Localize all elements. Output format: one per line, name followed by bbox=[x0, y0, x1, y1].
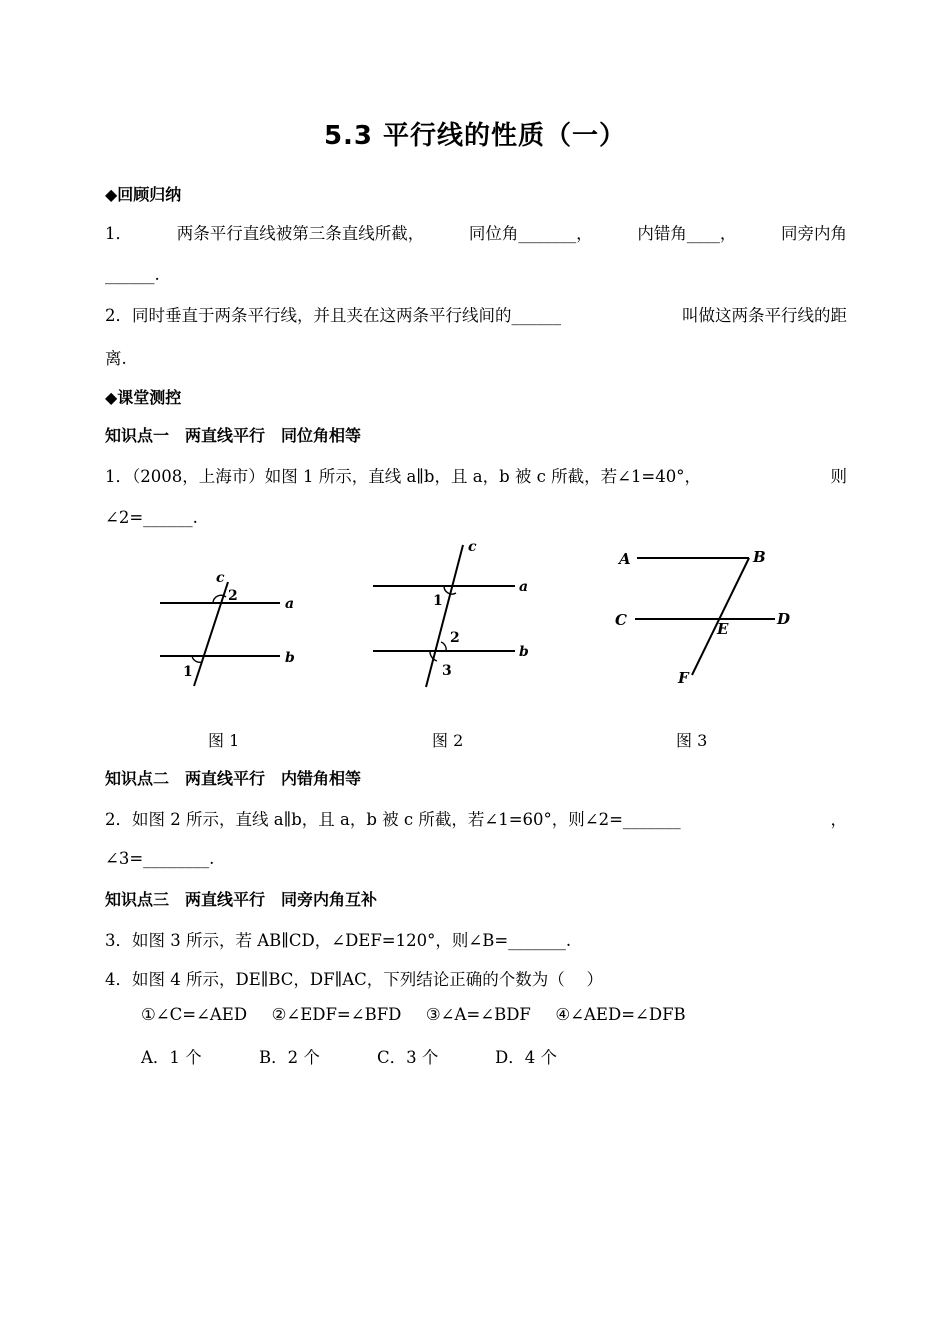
figure-1 bbox=[150, 560, 310, 695]
fig3-label-B: B bbox=[753, 548, 766, 566]
review-q1-text2: 同位角_______， bbox=[468, 224, 593, 243]
q4-statement-4: ④∠AED=∠DFB bbox=[555, 1005, 686, 1024]
class-question-1-line1 bbox=[105, 463, 847, 487]
review-question-2-line1 bbox=[105, 302, 847, 326]
q4-statements bbox=[141, 1005, 686, 1024]
fig3-label-E: E bbox=[717, 620, 729, 638]
fig2-label-3: 3 bbox=[442, 663, 452, 679]
class-question-4: 4．如图 4 所示，DE∥BC，DF∥AC，下列结论正确的个数为（ ） bbox=[105, 970, 604, 989]
review-q2-text-b: 叫做这两条平行线的距 bbox=[682, 306, 847, 325]
fig1-label-2: 2 bbox=[228, 588, 238, 604]
fig3-label-D: D bbox=[777, 610, 791, 628]
q4-statement-2: ②∠EDF=∠BFD bbox=[271, 1005, 402, 1024]
fig2-label-a: a bbox=[519, 579, 529, 595]
figure-3-caption: 图 3 bbox=[676, 731, 708, 750]
review-question-1-line1 bbox=[105, 220, 847, 244]
class-heading: ◆课堂测控 bbox=[105, 388, 182, 407]
class-q2-text-b: ， bbox=[830, 810, 847, 829]
page-title: 5.3 平行线的性质（一） bbox=[323, 121, 627, 151]
class-question-3: 3．如图 3 所示，若 AB∥CD，∠DEF=120°，则∠B=_______. bbox=[105, 931, 572, 950]
class-q1-text-b: 则 bbox=[830, 467, 847, 486]
q4-option-c: C．3 个 bbox=[377, 1048, 439, 1067]
fig2-label-1: 1 bbox=[433, 593, 443, 609]
review-q1-text3: 内错角____， bbox=[637, 224, 737, 243]
knowledge-point-2: 知识点二 两直线平行 内错角相等 bbox=[105, 769, 362, 788]
fig1-label-b: b bbox=[285, 650, 295, 666]
class-question-2-line1 bbox=[105, 806, 847, 830]
q4-option-d: D．4 个 bbox=[495, 1048, 557, 1067]
review-q1-text4: 同旁内角 bbox=[781, 224, 847, 243]
figure-3 bbox=[605, 540, 805, 692]
fig2-label-2: 2 bbox=[450, 630, 460, 646]
review-q1-number: 1． bbox=[105, 224, 132, 243]
review-q1-line2: ______. bbox=[105, 265, 160, 284]
figure-2-caption: 图 2 bbox=[432, 731, 464, 750]
knowledge-point-1: 知识点一 两直线平行 同位角相等 bbox=[105, 426, 362, 445]
figure-2 bbox=[365, 535, 545, 695]
fig2-label-c: c bbox=[468, 539, 477, 555]
review-q2-text-a: 2．同时垂直于两条平行线，并且夹在这两条平行线间的______ bbox=[105, 306, 561, 325]
fig3-label-C: C bbox=[615, 611, 627, 629]
fig1-label-c: c bbox=[216, 570, 225, 586]
q4-options bbox=[141, 1044, 557, 1068]
q4-option-b: B．2 个 bbox=[259, 1048, 320, 1067]
knowledge-point-3: 知识点三 两直线平行 同旁内角互补 bbox=[105, 890, 378, 909]
q4-option-a: A．1 个 bbox=[141, 1048, 202, 1067]
figure-1-caption: 图 1 bbox=[208, 731, 240, 750]
class-q2-text-a: 2．如图 2 所示，直线 a∥b，且 a，b 被 c 所截，若∠1=60°，则∠2=_______ bbox=[105, 810, 681, 829]
class-q1-line2: ∠2=______. bbox=[105, 508, 198, 527]
q4-statement-1: ①∠C=∠AED bbox=[141, 1005, 248, 1024]
review-q1-text1: 两条平行直线被第三条直线所截， bbox=[176, 224, 425, 243]
fig2-label-b: b bbox=[519, 644, 529, 660]
fig3-label-A: A bbox=[619, 550, 631, 568]
review-heading: ◆回顾归纳 bbox=[105, 185, 182, 204]
class-q2-line2: ∠3=________. bbox=[105, 849, 215, 868]
fig1-label-a: a bbox=[285, 596, 295, 612]
fig3-label-F: F bbox=[678, 669, 689, 687]
fig1-label-1: 1 bbox=[183, 664, 193, 680]
class-q1-text-a: 1．（2008，上海市）如图 1 所示，直线 a∥b，且 a，b 被 c 所截，若∠1=40°， bbox=[105, 467, 702, 486]
q4-statement-3: ③∠A=∠BDF bbox=[425, 1005, 531, 1024]
review-q2-line2: 离. bbox=[105, 349, 127, 368]
